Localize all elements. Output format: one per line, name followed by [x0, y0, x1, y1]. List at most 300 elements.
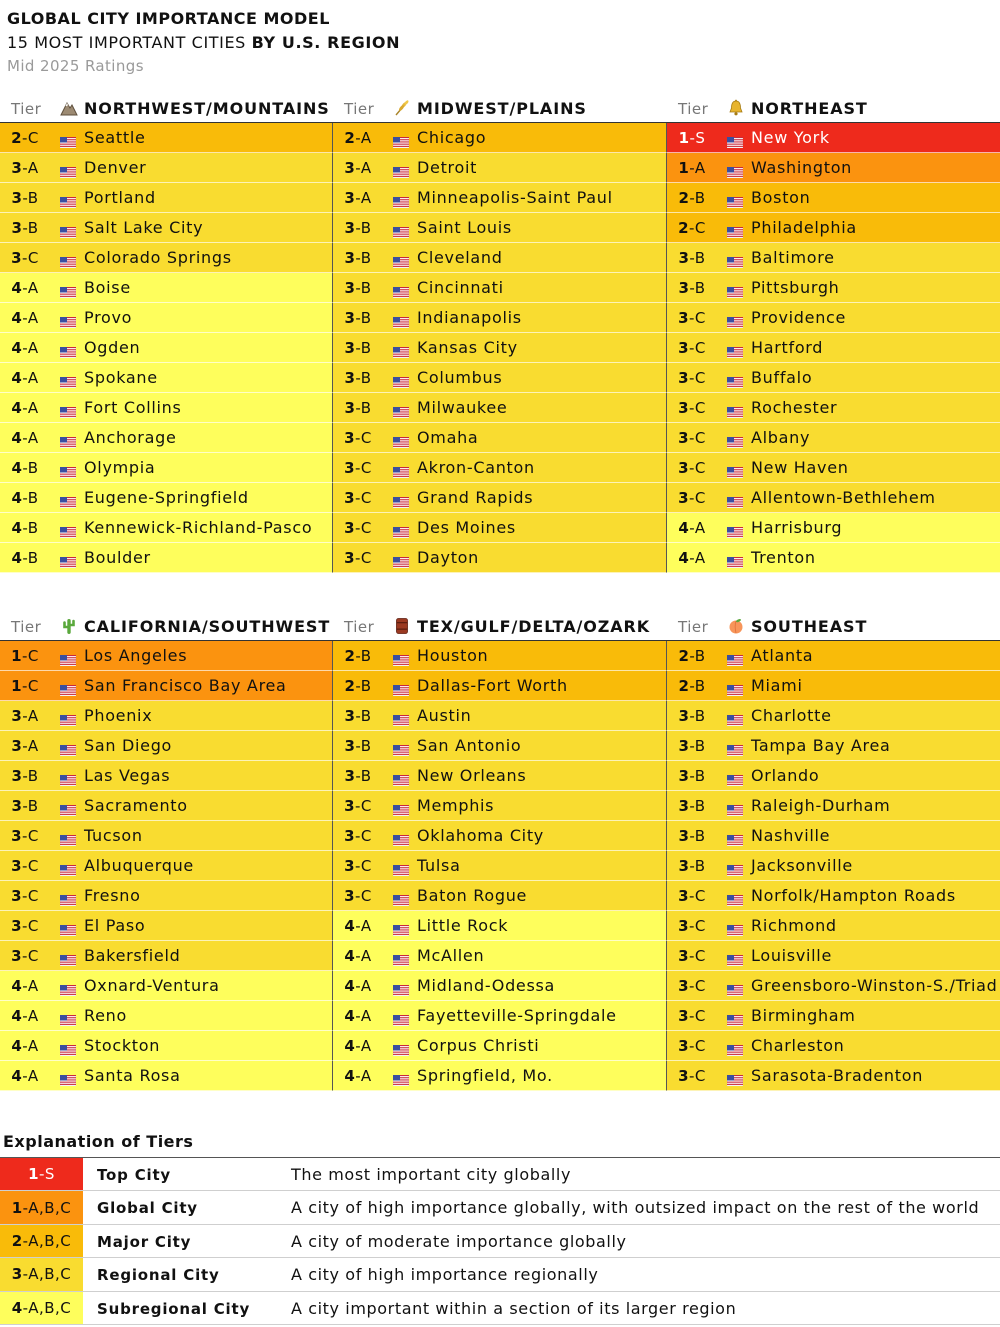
- tier-subgrade: -C: [689, 429, 706, 447]
- city-name: Pittsburgh: [751, 278, 840, 297]
- tier-subgrade: -C: [689, 339, 706, 357]
- region-header: [333, 613, 667, 641]
- region-name: CALIFORNIA/SOUTHWEST: [84, 617, 331, 636]
- city-row: [0, 513, 333, 543]
- tier-subgrade: -A: [22, 159, 39, 177]
- us-flag-icon: [727, 163, 743, 174]
- tier-subgrade: -B: [355, 677, 372, 695]
- city-name: Springfield, Mo.: [417, 1066, 553, 1085]
- us-flag-icon: [60, 651, 76, 662]
- city-row: [0, 761, 333, 791]
- city-row: [333, 671, 667, 701]
- us-flag-icon: [727, 403, 743, 414]
- tier-subgrade: -B: [22, 219, 39, 237]
- us-flag-icon: [60, 921, 76, 932]
- us-flag-icon: [727, 493, 743, 504]
- tier-rating: [667, 947, 717, 965]
- tier-number: 4: [11, 309, 23, 327]
- city-row: [333, 971, 667, 1001]
- city-row: [0, 821, 333, 851]
- tier-rating: [0, 1007, 50, 1025]
- tier-rating: [333, 429, 383, 447]
- city-row: [0, 791, 333, 821]
- us-flag-icon: [393, 711, 409, 722]
- tier-subgrade: -C: [689, 917, 706, 935]
- tier-subgrade: -C: [355, 857, 372, 875]
- tier-subgrade: -C: [355, 797, 372, 815]
- tier-rating: [333, 707, 383, 725]
- region-name: SOUTHEAST: [751, 617, 868, 636]
- tier-rating: [667, 857, 717, 875]
- city-name: Atlanta: [751, 646, 814, 665]
- tier-number: 4: [11, 489, 23, 507]
- city-row: [667, 123, 1000, 153]
- ratings-note: Mid 2025 Ratings: [7, 57, 144, 75]
- page-subtitle: [7, 33, 400, 52]
- tier-subgrade: -B: [355, 399, 372, 417]
- tier-subgrade: -B: [355, 707, 372, 725]
- legend-table: [0, 1157, 1000, 1325]
- region-column: [667, 95, 1000, 573]
- tier-subgrade: -A: [22, 309, 39, 327]
- tier-subgrade: -A: [355, 129, 372, 147]
- bell-icon: [726, 98, 746, 118]
- city-name: Jacksonville: [751, 856, 853, 875]
- city-row: [333, 183, 667, 213]
- tier-rating: [333, 219, 383, 237]
- tier-subgrade: -S: [689, 129, 706, 147]
- city-row: [667, 641, 1000, 671]
- tier-number: 3: [344, 519, 356, 537]
- us-flag-icon: [393, 553, 409, 564]
- city-name: Boulder: [84, 548, 151, 567]
- tier-number: 4: [11, 369, 23, 387]
- tier-subgrade: -A: [22, 1037, 39, 1055]
- tier-subgrade: -C: [689, 489, 706, 507]
- city-name: Boise: [84, 278, 131, 297]
- city-name: Phoenix: [84, 706, 153, 725]
- tier-number: 3: [678, 767, 690, 785]
- tier-rating: [667, 677, 717, 695]
- city-name: Birmingham: [751, 1006, 856, 1025]
- tier-subgrade: -A,B,C: [22, 1265, 72, 1284]
- tier-number: 3: [344, 159, 356, 177]
- tier-number: 3: [11, 1265, 23, 1284]
- legend-tier-name: Major City: [97, 1232, 192, 1251]
- us-flag-icon: [393, 493, 409, 504]
- tier-subgrade: -A: [22, 399, 39, 417]
- tier-number: 4: [344, 917, 356, 935]
- city-name: San Diego: [84, 736, 173, 755]
- tier-number: 3: [11, 947, 23, 965]
- city-row: [333, 821, 667, 851]
- city-name: Detroit: [417, 158, 478, 177]
- tier-subgrade: -A: [355, 159, 372, 177]
- tier-number: 3: [344, 489, 356, 507]
- city-row: [0, 483, 333, 513]
- city-name: New York: [751, 128, 830, 147]
- tier-rating: [0, 1037, 50, 1055]
- city-name: Kennewick-Richland-Pasco: [84, 518, 313, 537]
- tier-number: 2: [344, 647, 356, 665]
- city-row: [333, 641, 667, 671]
- tier-subgrade: -B: [355, 647, 372, 665]
- city-row: [333, 213, 667, 243]
- city-row: [0, 273, 333, 303]
- tier-rating: [0, 977, 50, 995]
- city-name: Tucson: [84, 826, 143, 845]
- city-name: Fort Collins: [84, 398, 182, 417]
- tier-rating: [667, 279, 717, 297]
- tier-rating: [667, 917, 717, 935]
- city-row: [667, 243, 1000, 273]
- tier-number: 4: [11, 977, 23, 995]
- city-row: [667, 791, 1000, 821]
- tier-number: 2: [678, 219, 690, 237]
- legend-row: [0, 1225, 1000, 1258]
- tier-rating: [333, 1067, 383, 1085]
- city-row: [333, 243, 667, 273]
- us-flag-icon: [393, 133, 409, 144]
- us-flag-icon: [393, 651, 409, 662]
- us-flag-icon: [393, 951, 409, 962]
- tier-number: 3: [344, 737, 356, 755]
- legend-tier-description: A city of high importance regionally: [291, 1265, 599, 1285]
- city-row: [333, 731, 667, 761]
- tier-subgrade: -A,B,C: [22, 1298, 72, 1317]
- city-row: [667, 941, 1000, 971]
- city-name: Olympia: [84, 458, 156, 477]
- tier-number: 3: [678, 857, 690, 875]
- tier-subgrade: -C: [689, 977, 706, 995]
- us-flag-icon: [727, 1071, 743, 1082]
- tier-subgrade: -A: [689, 519, 706, 537]
- city-row: [0, 303, 333, 333]
- tier-subgrade: -B: [22, 549, 39, 567]
- tier-subgrade: -A: [355, 1037, 372, 1055]
- us-flag-icon: [60, 253, 76, 264]
- legend-tier-name: Regional City: [97, 1266, 220, 1285]
- city-name: Dayton: [417, 548, 479, 567]
- us-flag-icon: [727, 921, 743, 932]
- city-name: El Paso: [84, 916, 146, 935]
- tier-rating: [0, 677, 50, 695]
- us-flag-icon: [393, 463, 409, 474]
- tier-rating: [333, 159, 383, 177]
- city-name: Bakersfield: [84, 946, 181, 965]
- tier-rating: [0, 339, 50, 357]
- tier-number: 1: [11, 1198, 23, 1217]
- tier-rating: [333, 249, 383, 267]
- city-name: New Orleans: [417, 766, 527, 785]
- city-name: Salt Lake City: [84, 218, 204, 237]
- city-row: [333, 453, 667, 483]
- wheat-icon: [392, 98, 412, 118]
- tier-column-label: Tier: [678, 100, 709, 118]
- tier-subgrade: -C: [689, 887, 706, 905]
- tier-rating: [0, 279, 50, 297]
- city-row: [667, 671, 1000, 701]
- tier-subgrade: -C: [22, 129, 39, 147]
- city-name: Portland: [84, 188, 156, 207]
- tier-number: 3: [678, 1037, 690, 1055]
- city-row: [0, 363, 333, 393]
- us-flag-icon: [393, 891, 409, 902]
- tier-subgrade: -C: [22, 249, 39, 267]
- city-name: Colorado Springs: [84, 248, 232, 267]
- city-name: Nashville: [751, 826, 831, 845]
- city-name: Minneapolis-Saint Paul: [417, 188, 613, 207]
- tier-number: 3: [11, 887, 23, 905]
- city-row: [667, 483, 1000, 513]
- city-row: [667, 363, 1000, 393]
- tier-number: 3: [344, 549, 356, 567]
- tier-number: 3: [11, 159, 23, 177]
- page-title: GLOBAL CITY IMPORTANCE MODEL: [7, 9, 330, 28]
- city-row: [0, 123, 333, 153]
- city-name: Miami: [751, 676, 803, 695]
- city-row: [667, 423, 1000, 453]
- legend-tier-code: [0, 1225, 83, 1257]
- city-row: [667, 213, 1000, 243]
- tier-number: 3: [344, 459, 356, 477]
- tier-subgrade: -C: [22, 827, 39, 845]
- city-row: [0, 731, 333, 761]
- city-row: [333, 513, 667, 543]
- tier-rating: [667, 1037, 717, 1055]
- city-name: Charlotte: [751, 706, 832, 725]
- tier-subgrade: -A: [355, 1007, 372, 1025]
- tier-number: 1: [28, 1165, 39, 1184]
- city-row: [0, 1061, 333, 1091]
- tier-subgrade: -B: [689, 647, 706, 665]
- tier-number: 3: [678, 737, 690, 755]
- city-name: Greensboro-Winston-S./Triad: [751, 976, 998, 995]
- tier-subgrade: -A: [22, 1007, 39, 1025]
- city-name: Grand Rapids: [417, 488, 534, 507]
- city-row: [0, 393, 333, 423]
- tier-rating: [0, 767, 50, 785]
- us-flag-icon: [727, 891, 743, 902]
- tier-subgrade: -B: [22, 519, 39, 537]
- tier-subgrade: -C: [355, 827, 372, 845]
- region-column: [667, 613, 1000, 1091]
- tier-number: 3: [344, 249, 356, 267]
- tier-subgrade: -C: [22, 647, 39, 665]
- city-name: Provo: [84, 308, 133, 327]
- tier-rating: [333, 1007, 383, 1025]
- us-flag-icon: [393, 831, 409, 842]
- tier-subgrade: -A: [355, 947, 372, 965]
- city-row: [333, 393, 667, 423]
- tier-rating: [333, 677, 383, 695]
- city-name: Oklahoma City: [417, 826, 544, 845]
- us-flag-icon: [727, 433, 743, 444]
- city-name: Spokane: [84, 368, 158, 387]
- tier-subgrade: -C: [22, 887, 39, 905]
- tier-rating: [667, 647, 717, 665]
- us-flag-icon: [393, 373, 409, 384]
- tier-number: 3: [344, 339, 356, 357]
- tier-rating: [0, 917, 50, 935]
- legend-row: [0, 1292, 1000, 1325]
- tier-subgrade: -C: [22, 917, 39, 935]
- tier-subgrade: -A,B,C: [22, 1198, 72, 1217]
- tier-rating: [667, 977, 717, 995]
- us-flag-icon: [60, 493, 76, 504]
- tier-rating: [333, 309, 383, 327]
- city-row: [0, 543, 333, 573]
- us-flag-icon: [393, 861, 409, 872]
- tier-rating: [0, 489, 50, 507]
- us-flag-icon: [727, 771, 743, 782]
- tier-rating: [667, 249, 717, 267]
- tier-subgrade: -B: [22, 459, 39, 477]
- us-flag-icon: [727, 223, 743, 234]
- tier-subgrade: -B: [689, 249, 706, 267]
- tier-number: 3: [344, 797, 356, 815]
- tier-rating: [0, 887, 50, 905]
- city-name: Orlando: [751, 766, 820, 785]
- tier-rating: [0, 707, 50, 725]
- city-row: [667, 513, 1000, 543]
- legend-title: Explanation of Tiers: [3, 1132, 194, 1151]
- us-flag-icon: [727, 343, 743, 354]
- city-row: [667, 273, 1000, 303]
- tier-subgrade: -C: [689, 309, 706, 327]
- tier-subgrade: -C: [355, 429, 372, 447]
- tier-number: 3: [11, 737, 23, 755]
- city-row: [667, 701, 1000, 731]
- city-row: [333, 543, 667, 573]
- tier-number: 4: [11, 1007, 23, 1025]
- city-name: Columbus: [417, 368, 503, 387]
- city-row: [0, 641, 333, 671]
- tier-rating: [333, 737, 383, 755]
- tier-subgrade: -A: [22, 1067, 39, 1085]
- tier-number: 2: [11, 129, 23, 147]
- tier-number: 3: [344, 219, 356, 237]
- tier-subgrade: -B: [355, 767, 372, 785]
- tier-subgrade: -A: [689, 159, 706, 177]
- us-flag-icon: [393, 741, 409, 752]
- tier-subgrade: -B: [689, 279, 706, 297]
- city-row: [0, 671, 333, 701]
- city-name: Sacramento: [84, 796, 188, 815]
- us-flag-icon: [727, 711, 743, 722]
- tier-rating: [667, 129, 717, 147]
- tier-rating: [333, 797, 383, 815]
- city-row: [667, 453, 1000, 483]
- city-name: Richmond: [751, 916, 837, 935]
- legend-tier-description: The most important city globally: [291, 1165, 572, 1184]
- tier-rating: [333, 977, 383, 995]
- city-name: Indianapolis: [417, 308, 522, 327]
- tier-rating: [667, 369, 717, 387]
- tier-number: 3: [678, 249, 690, 267]
- tier-subgrade: -B: [689, 857, 706, 875]
- tier-subgrade: -B: [355, 279, 372, 297]
- us-flag-icon: [60, 801, 76, 812]
- city-name: Houston: [417, 646, 489, 665]
- tier-number: 3: [344, 857, 356, 875]
- us-flag-icon: [393, 981, 409, 992]
- tier-number: 4: [344, 1037, 356, 1055]
- legend-tier-code: [0, 1158, 83, 1190]
- tier-rating: [333, 917, 383, 935]
- tier-number: 3: [11, 857, 23, 875]
- tier-subgrade: -C: [689, 947, 706, 965]
- tier-subgrade: -C: [22, 947, 39, 965]
- tier-column-label: Tier: [11, 618, 42, 636]
- us-flag-icon: [727, 133, 743, 144]
- city-row: [0, 183, 333, 213]
- tier-subgrade: -C: [355, 459, 372, 477]
- city-row: [333, 483, 667, 513]
- tier-rating: [0, 369, 50, 387]
- tier-subgrade: -B: [22, 797, 39, 815]
- tier-rating: [0, 249, 50, 267]
- city-name: Providence: [751, 308, 847, 327]
- city-name: Des Moines: [417, 518, 516, 537]
- us-flag-icon: [393, 523, 409, 534]
- city-name: Saint Louis: [417, 218, 512, 237]
- us-flag-icon: [393, 193, 409, 204]
- city-row: [333, 791, 667, 821]
- tier-number: 4: [11, 339, 23, 357]
- tier-number: 3: [344, 827, 356, 845]
- region-column: [0, 95, 333, 573]
- city-name: Fayetteville-Springdale: [417, 1006, 617, 1025]
- city-name: Albuquerque: [84, 856, 194, 875]
- tier-number: 3: [344, 887, 356, 905]
- city-row: [0, 423, 333, 453]
- region-column: [333, 95, 667, 573]
- tier-rating: [333, 519, 383, 537]
- legend-tier-code: [0, 1292, 83, 1324]
- city-row: [667, 183, 1000, 213]
- tier-subgrade: -A,B,C: [22, 1231, 72, 1250]
- tier-rating: [0, 947, 50, 965]
- us-flag-icon: [393, 223, 409, 234]
- tier-rating: [0, 309, 50, 327]
- tier-number: 4: [11, 1067, 23, 1085]
- city-row: [667, 393, 1000, 423]
- tier-number: 4: [11, 279, 23, 297]
- city-name: Anchorage: [84, 428, 177, 447]
- city-row: [667, 1001, 1000, 1031]
- city-name: Fresno: [84, 886, 141, 905]
- tier-rating: [667, 309, 717, 327]
- city-name: New Haven: [751, 458, 849, 477]
- city-name: Tampa Bay Area: [751, 736, 891, 755]
- tier-number: 3: [344, 369, 356, 387]
- legend-tier-description: A city of moderate importance globally: [291, 1231, 627, 1251]
- tier-number: 3: [11, 797, 23, 815]
- city-row: [0, 851, 333, 881]
- city-row: [0, 213, 333, 243]
- tier-rating: [333, 129, 383, 147]
- city-row: [333, 761, 667, 791]
- us-flag-icon: [727, 861, 743, 872]
- us-flag-icon: [60, 373, 76, 384]
- tier-number: 3: [344, 429, 356, 447]
- tier-column-label: Tier: [344, 618, 375, 636]
- city-row: [667, 1061, 1000, 1091]
- tier-number: 3: [678, 947, 690, 965]
- tier-rating: [333, 647, 383, 665]
- tier-number: 4: [11, 549, 23, 567]
